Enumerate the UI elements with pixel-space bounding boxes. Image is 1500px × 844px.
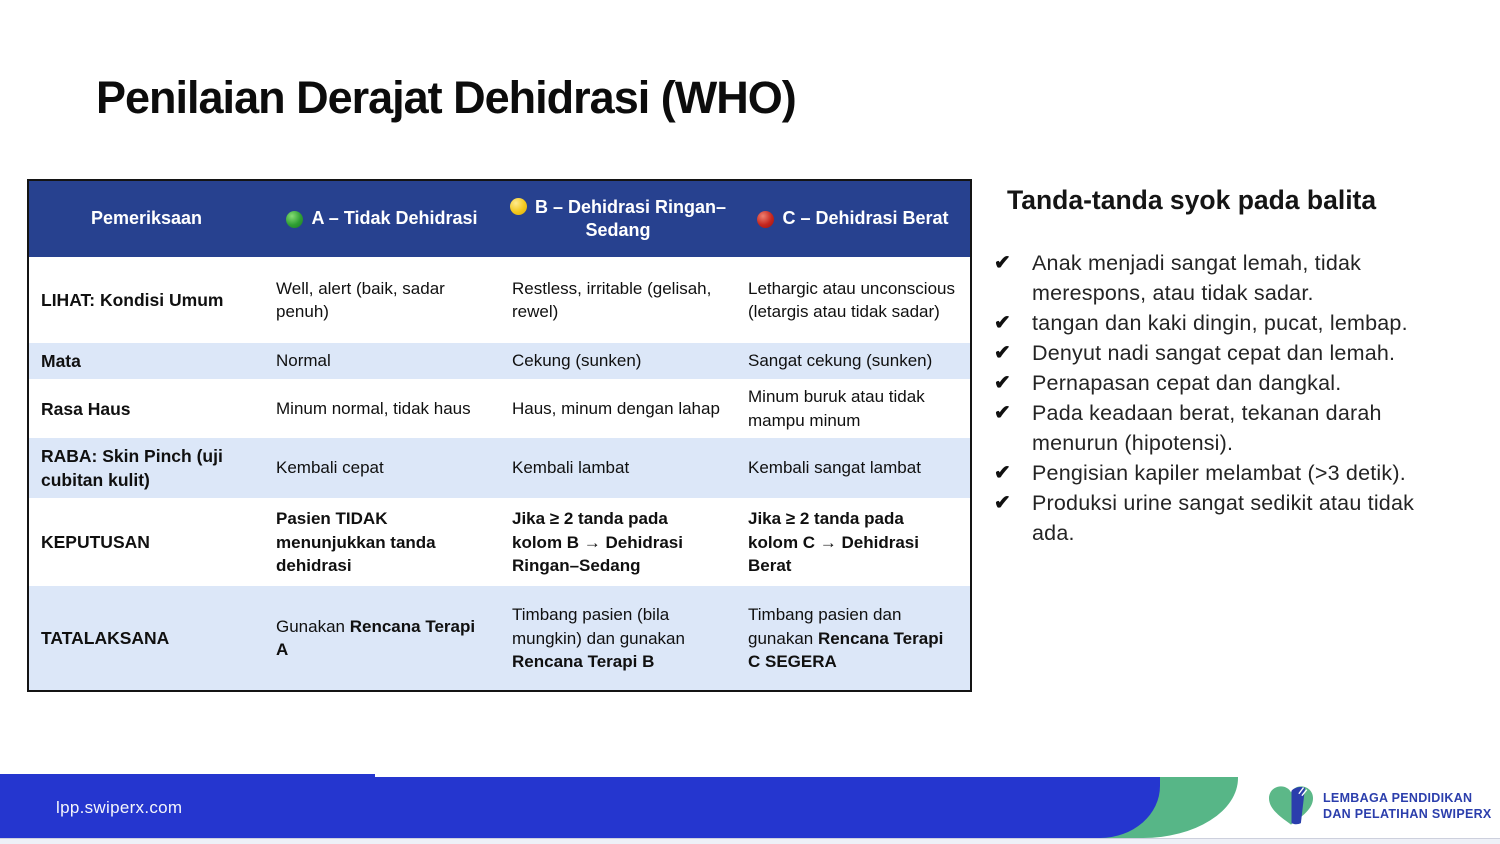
dehydration-table [27, 179, 972, 692]
heart-book-icon [1268, 785, 1314, 826]
table-row [29, 343, 970, 379]
list-item-text: Denyut nadi sangat cepat dan lemah. [1032, 341, 1396, 365]
cell-text [276, 615, 486, 662]
list-item-text: Produksi urine sangat sedikit atau tidak ada. [1032, 491, 1415, 545]
list-item [994, 458, 1456, 488]
list-item [994, 308, 1456, 338]
cell-b [500, 257, 736, 343]
checkmark-icon: ✔ [994, 342, 1011, 364]
cell-b [500, 379, 736, 438]
logo-text-line2: DAN PELATIHAN SWIPERX [1323, 806, 1492, 821]
slide-bottom-edge [0, 838, 1500, 844]
cell-text: Minum buruk atau tidak mampu minum [748, 387, 925, 430]
row-label-text: Rasa Haus [41, 398, 131, 419]
list-item-text: Anak menjadi sangat lemah, tidak merespons, atau tidak sadar. [1032, 251, 1362, 305]
cell-c [736, 379, 970, 438]
row-label-text: LIHAT: Kondisi Umum [41, 289, 224, 310]
row-label [29, 438, 264, 498]
cell-text: Kembali lambat [512, 458, 630, 478]
row-label-text: TATALAKSANA [41, 628, 170, 649]
header-cell-b [500, 181, 736, 257]
checkmark-icon: ✔ [994, 462, 1011, 484]
cell-text: Kembali sangat lambat [748, 458, 921, 478]
cell-text: Cekung (sunken) [512, 351, 642, 371]
checkmark-icon: ✔ [994, 492, 1011, 514]
cell-text-regular: Timbang pasien (bila mungkin) dan gunakan [512, 605, 685, 648]
cell-c [736, 498, 970, 586]
list-item-text: Pada keadaan berat, tekanan darah menurun (hipotensi). [1032, 401, 1382, 455]
shock-checklist [994, 248, 1456, 548]
list-item [994, 338, 1456, 368]
cell-a [264, 498, 500, 586]
cell-a [264, 379, 500, 438]
checkmark-icon: ✔ [994, 372, 1011, 394]
list-item [994, 248, 1456, 308]
cell-text-regular: Timbang pasien dan gunakan [748, 605, 902, 648]
cell-b [500, 438, 736, 498]
list-item-text: Pernapasan cepat dan dangkal. [1032, 371, 1342, 395]
table-row [29, 498, 970, 586]
cell-text: Haus, minum dengan lahap [512, 398, 720, 418]
cell-text-bold: Rencana Terapi A [276, 616, 476, 660]
cell-text: Kembali cepat [276, 458, 384, 478]
row-label [29, 498, 264, 586]
cell-a [264, 343, 500, 379]
row-label [29, 586, 264, 690]
cell-b [500, 343, 736, 379]
header-label: B – Dehidrasi Ringan–Sedang [534, 196, 727, 240]
header-label: C – Dehidrasi Berat [782, 208, 949, 229]
row-label [29, 257, 264, 343]
logo-text-line1: LEMBAGA PENDIDIKAN [1323, 790, 1473, 805]
logo-text [1323, 790, 1492, 822]
table-row [29, 438, 970, 498]
cell-text: Pasien TIDAK menunjukkan tanda dehidrasi [276, 509, 436, 576]
cell-text: Minum normal, tidak haus [276, 398, 471, 418]
cell-c [736, 257, 970, 343]
row-label-text: KEPUTUSAN [41, 532, 150, 553]
list-item [994, 368, 1456, 398]
green-dot-icon [286, 211, 303, 228]
list-item [994, 488, 1456, 548]
cell-text-bold: Rencana Terapi C SEGERA [748, 628, 944, 672]
cell-text [512, 603, 722, 673]
cell-c [736, 586, 970, 690]
cell-a [264, 257, 500, 343]
list-item-text: Pengisian kapiler melambat (>3 detik). [1032, 461, 1406, 485]
footer-url: lpp.swiperx.com [56, 798, 183, 817]
table-row [29, 257, 970, 343]
row-label [29, 343, 264, 379]
cell-text: Restless, irritable (gelisah, rewel) [512, 278, 712, 321]
cell-text: Jika ≥ 2 tanda pada kolom B → Dehidrasi Ringan–Sedang [512, 509, 683, 576]
cell-text-regular: Gunakan [276, 616, 350, 636]
cell-c [736, 438, 970, 498]
cell-text: Sangat cekung (sunken) [748, 351, 933, 371]
footer-blue-step [0, 774, 375, 782]
checkmark-icon: ✔ [994, 312, 1011, 334]
row-label-text: Mata [41, 351, 81, 371]
header-cell-pemeriksaan [29, 181, 264, 257]
cell-text: Jika ≥ 2 tanda pada kolom C → Dehidrasi Berat [748, 509, 919, 576]
table-header-row [29, 181, 970, 257]
list-item [994, 398, 1456, 458]
header-cell-c [736, 181, 970, 257]
cell-text: Well, alert (baik, sadar penuh) [276, 278, 445, 321]
cell-b [500, 586, 736, 690]
shock-panel-title: Tanda-tanda syok pada balita [1007, 185, 1377, 215]
cell-b [500, 498, 736, 586]
cell-text [748, 603, 956, 673]
list-item-text: tangan dan kaki dingin, pucat, lembap. [1032, 311, 1408, 335]
header-label: Pemeriksaan [90, 208, 203, 229]
row-label [29, 379, 264, 438]
cell-a [264, 586, 500, 690]
cell-a [264, 438, 500, 498]
checkmark-icon: ✔ [994, 402, 1011, 424]
yellow-dot-icon [510, 198, 527, 215]
checkmark-icon: ✔ [994, 252, 1011, 274]
header-cell-a [264, 181, 500, 257]
page-title: Penilaian Derajat Dehidrasi (WHO) [96, 72, 796, 123]
cell-c [736, 343, 970, 379]
row-label-text: RABA: Skin Pinch (uji cubitan kulit) [41, 446, 223, 491]
cell-text: Lethargic atau unconscious (letargis atau tidak sadar) [748, 278, 955, 321]
cell-text-bold: Rencana Terapi B [512, 652, 655, 672]
header-label-wrap [508, 196, 728, 243]
header-label: A – Tidak Dehidrasi [311, 208, 478, 229]
table-row [29, 379, 970, 438]
swiperx-logo [1268, 785, 1492, 826]
table-row [29, 586, 970, 690]
cell-text: Normal [276, 351, 331, 371]
red-dot-icon [757, 211, 774, 228]
